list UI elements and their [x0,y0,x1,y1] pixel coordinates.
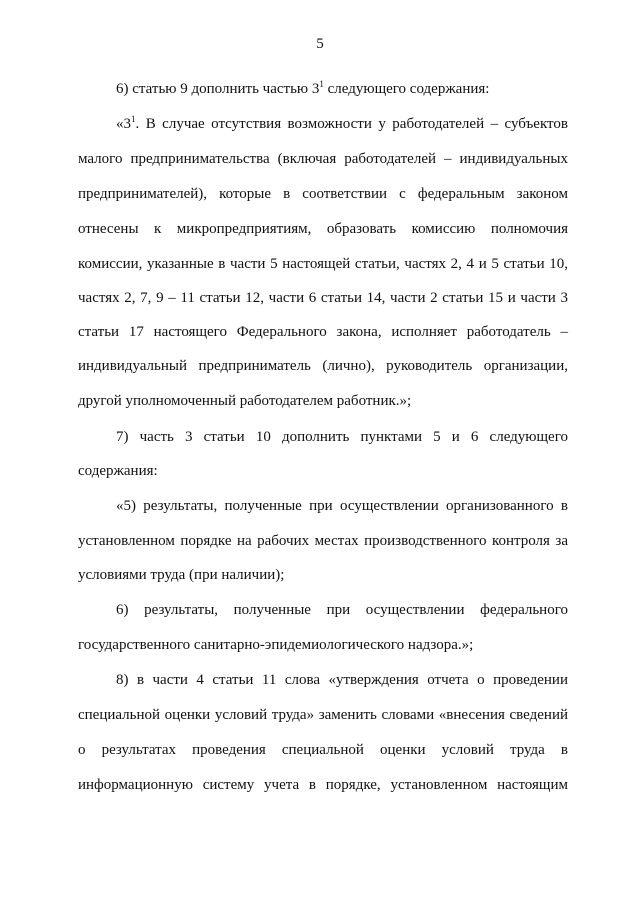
text-line: комиссии, указанные в части 5 настоящей статьи, частях 2, 4 и 5 статьи 10, [78,256,568,272]
text-line: информационную систему учета в порядке, установленном настоящим [78,777,568,793]
superscript: 1 [131,114,136,124]
text-line-item-6 [116,80,568,98]
text-line: содержания: [78,463,158,479]
text-line: индивидуальный предприниматель (лично), руководитель организации, [78,358,568,374]
text-line: другой уполномоченный работодателем работник.»; [78,393,412,409]
text-line-subitem-6: 6) результаты, полученные при осуществлении федерального [116,602,568,618]
superscript: 1 [319,79,324,89]
text-line-quote-start [116,115,568,133]
text-line-item-8: 8) в части 4 статьи 11 слова «утверждения отчета о проведении [116,672,568,688]
text-line: предпринимателей), которые в соответствии с федеральным законом [78,186,568,202]
text-line: малого предпринимательства (включая работодателей – индивидуальных [78,151,568,167]
line-text: 6) статью 9 дополнить частью 3 [116,81,320,97]
line-text: «3 [116,116,131,132]
page-number: 5 [316,36,324,52]
text-line: о результатах проведения специальной оценки условий труда в [78,742,568,758]
text-line: государственного санитарно-эпидемиологического надзора.»; [78,637,474,653]
text-line-item-7: 7) часть 3 статьи 10 дополнить пунктами 5 и 6 следующего [116,429,568,445]
line-text: . В случае отсутствия возможности у работодателей – субъектов [135,116,568,132]
text-line: отнесены к микропредприятиям, образовать комиссию полномочия [78,221,568,237]
line-text: следующего содержания: [323,81,490,97]
text-line: частях 2, 7, 9 – 11 статьи 12, части 6 статьи 14, части 2 статьи 15 и части 3 [78,290,568,306]
text-line: установленном порядке на рабочих местах производственного контроля за [78,533,568,549]
text-line-quote-5: «5) результаты, полученные при осуществлении организованного в [116,498,568,514]
text-line: условиями труда (при наличии); [78,567,285,583]
text-line: специальной оценки условий труда» заменить словами «внесения сведений [78,707,568,723]
text-line: статьи 17 настоящего Федерального закона, исполняет работодатель – [78,324,568,340]
